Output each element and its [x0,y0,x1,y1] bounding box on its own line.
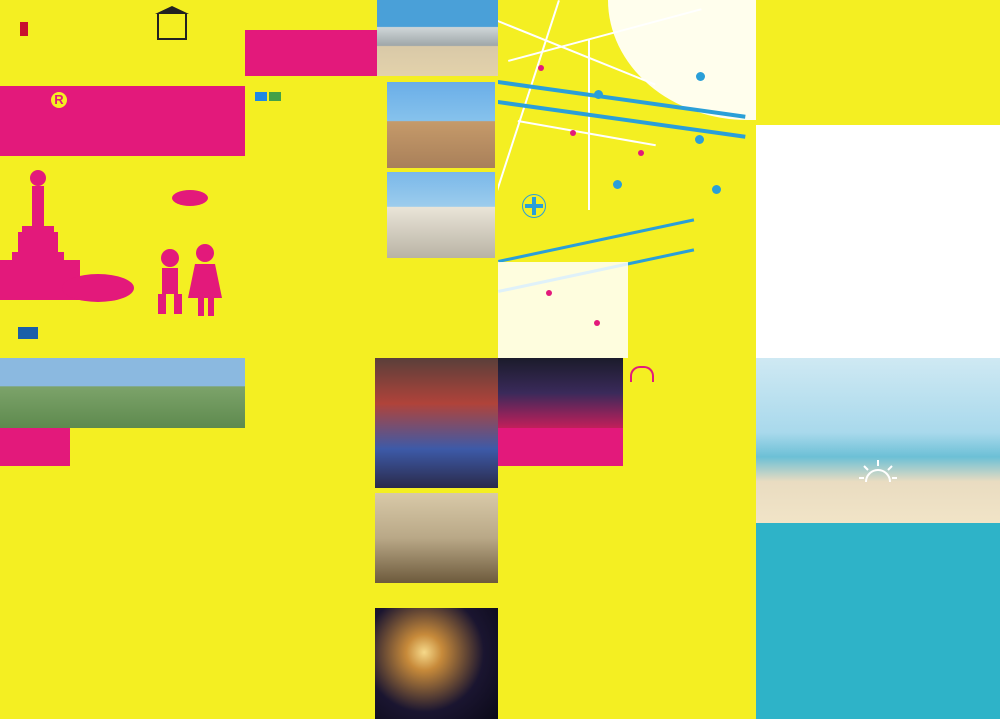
parking-icon [594,90,603,99]
culturali-panel [0,358,245,719]
culturali-photo [0,358,245,428]
campagnoli-header [498,428,623,466]
campagnoli-panel [498,358,756,719]
lanterne-photo [375,608,498,719]
intro-panel [245,0,498,358]
road-3 [498,0,560,200]
flag-icons [255,92,285,112]
village-panel [756,358,1000,719]
campagnoli-photo [498,358,623,428]
culturali-panel-2 [245,358,498,719]
info-panel [756,0,1000,358]
title-band [0,86,245,156]
map-marker [546,290,552,296]
culturali-photo-2 [375,493,498,583]
title-r-icon: R [51,92,67,108]
cover-panel [0,0,245,358]
beach-photo [377,0,498,76]
balocchi-photo [375,358,498,488]
comune-logo [20,22,28,36]
map-marker [570,130,576,136]
sun-icon [858,458,898,484]
map-marker [594,320,600,326]
fanum-logo-icon [157,14,187,40]
arena-logo-icon [630,366,654,382]
road-4 [588,40,590,210]
road-5 [518,120,656,146]
mercatini-area [756,658,1000,719]
map-marker [638,150,644,156]
map-panel [498,0,756,358]
lower-map-area [498,262,628,358]
parking-icon [695,135,704,144]
info-top [756,0,1000,125]
parking-icon [696,72,705,81]
square-photo-2 [387,172,495,258]
square-photo-1 [387,82,495,168]
village-photo [756,358,1000,523]
map-marker [538,65,544,71]
culturali-header [0,428,70,466]
bcc-logo [18,327,38,339]
parking-icon [613,180,622,189]
fountain-illustration [0,158,245,328]
compass-icon [522,194,546,218]
intro-text [293,88,381,350]
parking-icon [712,185,721,194]
